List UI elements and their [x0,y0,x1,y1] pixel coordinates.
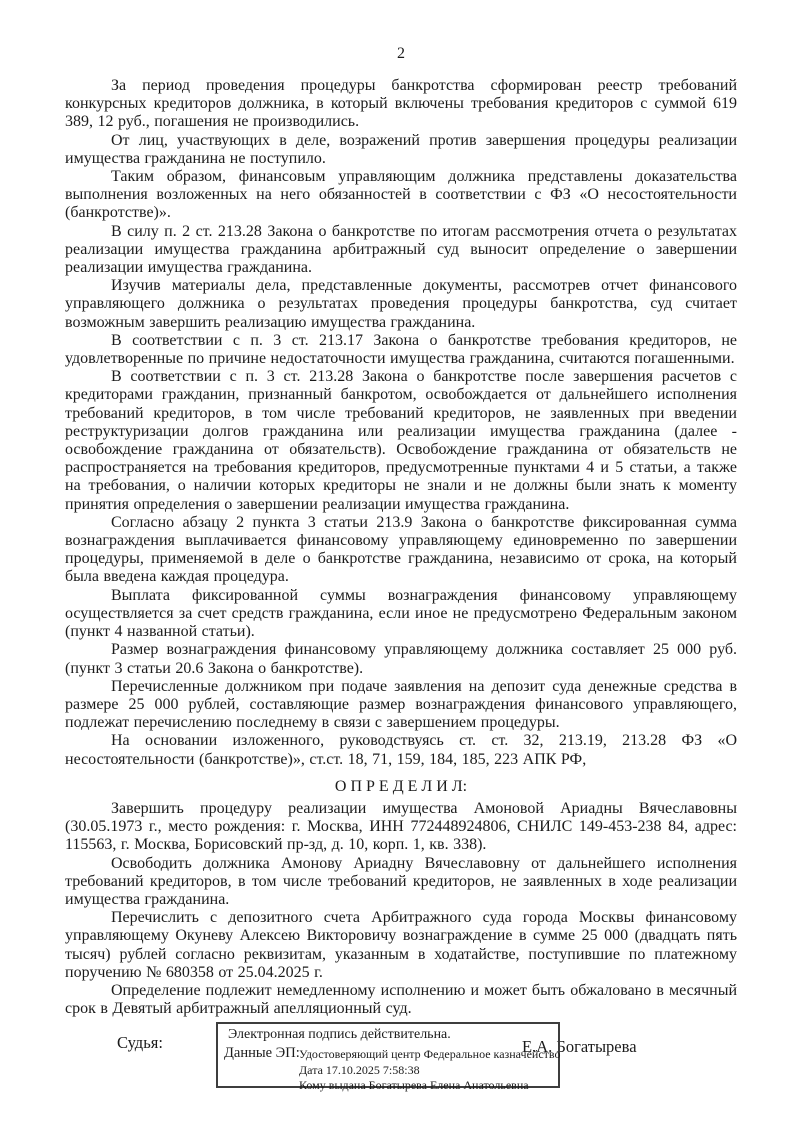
body-paragraph: Выплата фиксированной суммы вознаграждения финансовому управляющему осуществляется за счет средств гражданина, если иное не предусмотрено Федеральным законом (пункт 4 названной статьи). [65,586,737,641]
resolution-paragraph: Завершить процедуру реализации имущества Амоновой Ариадны Вячеславовны (30.05.1973 г., место рождения: г. Москва, ИНН 772448924806, СНИЛС 149-453-238 84, адрес: 115563, г. Москва, Борисовский пр-зд, д. 10, корп. 1, кв. 338). [65,799,737,854]
document-content [65,45,737,1055]
electronic-signature-stamp [216,1022,561,1092]
body-paragraph: В соответствии с п. 3 ст. 213.28 Закона о банкротстве после завершения расчетов с кредиторами гражданин, признанный банкротом, освобождается от дальнейшего исполнения требований кредиторов, в том числе требований кредиторов, не заявленных при введении реструктуризации долгов гражданина или реализации имущества гражданина (далее - освобождение гражданина от обязательств). Освобождение гражданина от обязательств не распространяется на требования кредиторов, предусмотренные пунктами 4 и 5 статьи, а также на требования, о наличии которых кредиторы не знали и не должны были знать к моменту принятия определения о завершении реализации имущества гражданина. [65,368,737,513]
stamp-authority: Удостоверяющий центр Федеральное казначейство [299,1047,561,1061]
resolution-paragraph: Перечислить с депозитного счета Арбитражного суда города Москвы финансовому управляющему Окуневу Алексею Викторовичу вознаграждение в сумме 25 000 (двадцать пять тысяч) рублей согласно реквизитам, указанным в ходатайстве, поступившие по платежному поручению № 680358 от 25.04.2025 г. [65,909,737,981]
page-number: 2 [397,45,405,62]
body-paragraph: От лиц, участвующих в деле, возражений против завершения процедуры реализации имущества гражданина не поступило. [65,131,737,167]
stamp-details [299,1047,560,1094]
resolution-heading: О П Р Е Д Е Л И Л: [334,777,468,795]
body-paragraph: Согласно абзацу 2 пункта 3 статьи 213.9 Закона о банкротстве фиксированная сумма вознаграждения выплачивается финансовому управляющему единовременно по завершении процедуры, применяемой в деле о банкротстве гражданина, независимо от срока, на который была введена каждая процедура. [65,513,737,586]
resolution-paragraph: Освободить должника Амонову Ариадну Вячеславовну от дальнейшего исполнения требований кредиторов, в том числе требований кредиторов, не заявленных в ходе реализации имущества гражданина. [65,854,737,908]
body-paragraph: Перечисленные должником при подаче заявления на депозит суда денежные средства в размере 25 000 рублей, составляющие размер вознаграждения финансового управляющего, подлежат перечислению последнему в связи с завершением процедуры. [65,677,737,732]
body-paragraph: Размер вознаграждения финансовому управляющему должника составляет 25 000 руб. (пункт 3 статьи 20.6 Закона о банкротстве). [65,641,737,677]
body-paragraph: В соответствии с п. 3 ст. 213.17 Закона о банкротстве требования кредиторов, не удовлетворенные по причине недостаточности имущества гражданина, считаются погашенными. [65,331,737,368]
stamp-data-label: Данные ЭП: [224,1045,300,1061]
stamp-validity-text: Электронная подпись действительна. [228,1027,451,1042]
body-paragraph: Изучив материалы дела, представленные документы, рассмотрев отчет финансового управляющего должника о результатах проведения процедуры банкротства, суд считает возможным завершить реализацию имущества гражданина. [65,277,737,331]
judge-signature-name: Е.А. Богатырева [522,1037,637,1057]
body-paragraph: За период проведения процедуры банкротства сформирован реестр требований конкурсных кредиторов должника, в который включены требования кредиторов с суммой 619 389, 12 руб., погашения не производились. [65,77,737,131]
body-paragraph: В силу п. 2 ст. 213.28 Закона о банкротстве по итогам рассмотрения отчета о результатах реализации имущества гражданина арбитражный суд выносит определение о завершении реализации имущества гражданина. [65,222,737,277]
body-paragraph: На основании изложенного, руководствуясь ст. ст. 32, 213.19, 213.28 ФЗ «О несостоятельности (банкротстве)», ст.ст. 18, 71, 159, 184, 185, 223 АПК РФ, [65,732,737,768]
judge-label: Судья: [117,1033,163,1053]
stamp-date: Дата 17.10.2025 7:58:38 [299,1062,420,1077]
resolution-paragraph: Определение подлежит немедленному исполнению и может быть обжаловано в месячный срок в Девятый арбитражный апелляционный суд. [65,981,737,1018]
stamp-issued-to: Кому выдана Богатырева Елена Анатольевна [299,1078,529,1092]
body-paragraph: Таким образом, финансовым управляющим должника представлены доказательства выполнения возложенных на него обязанностей в соответствии с ФЗ «О несостоятельности (банкротстве)». [65,168,737,222]
